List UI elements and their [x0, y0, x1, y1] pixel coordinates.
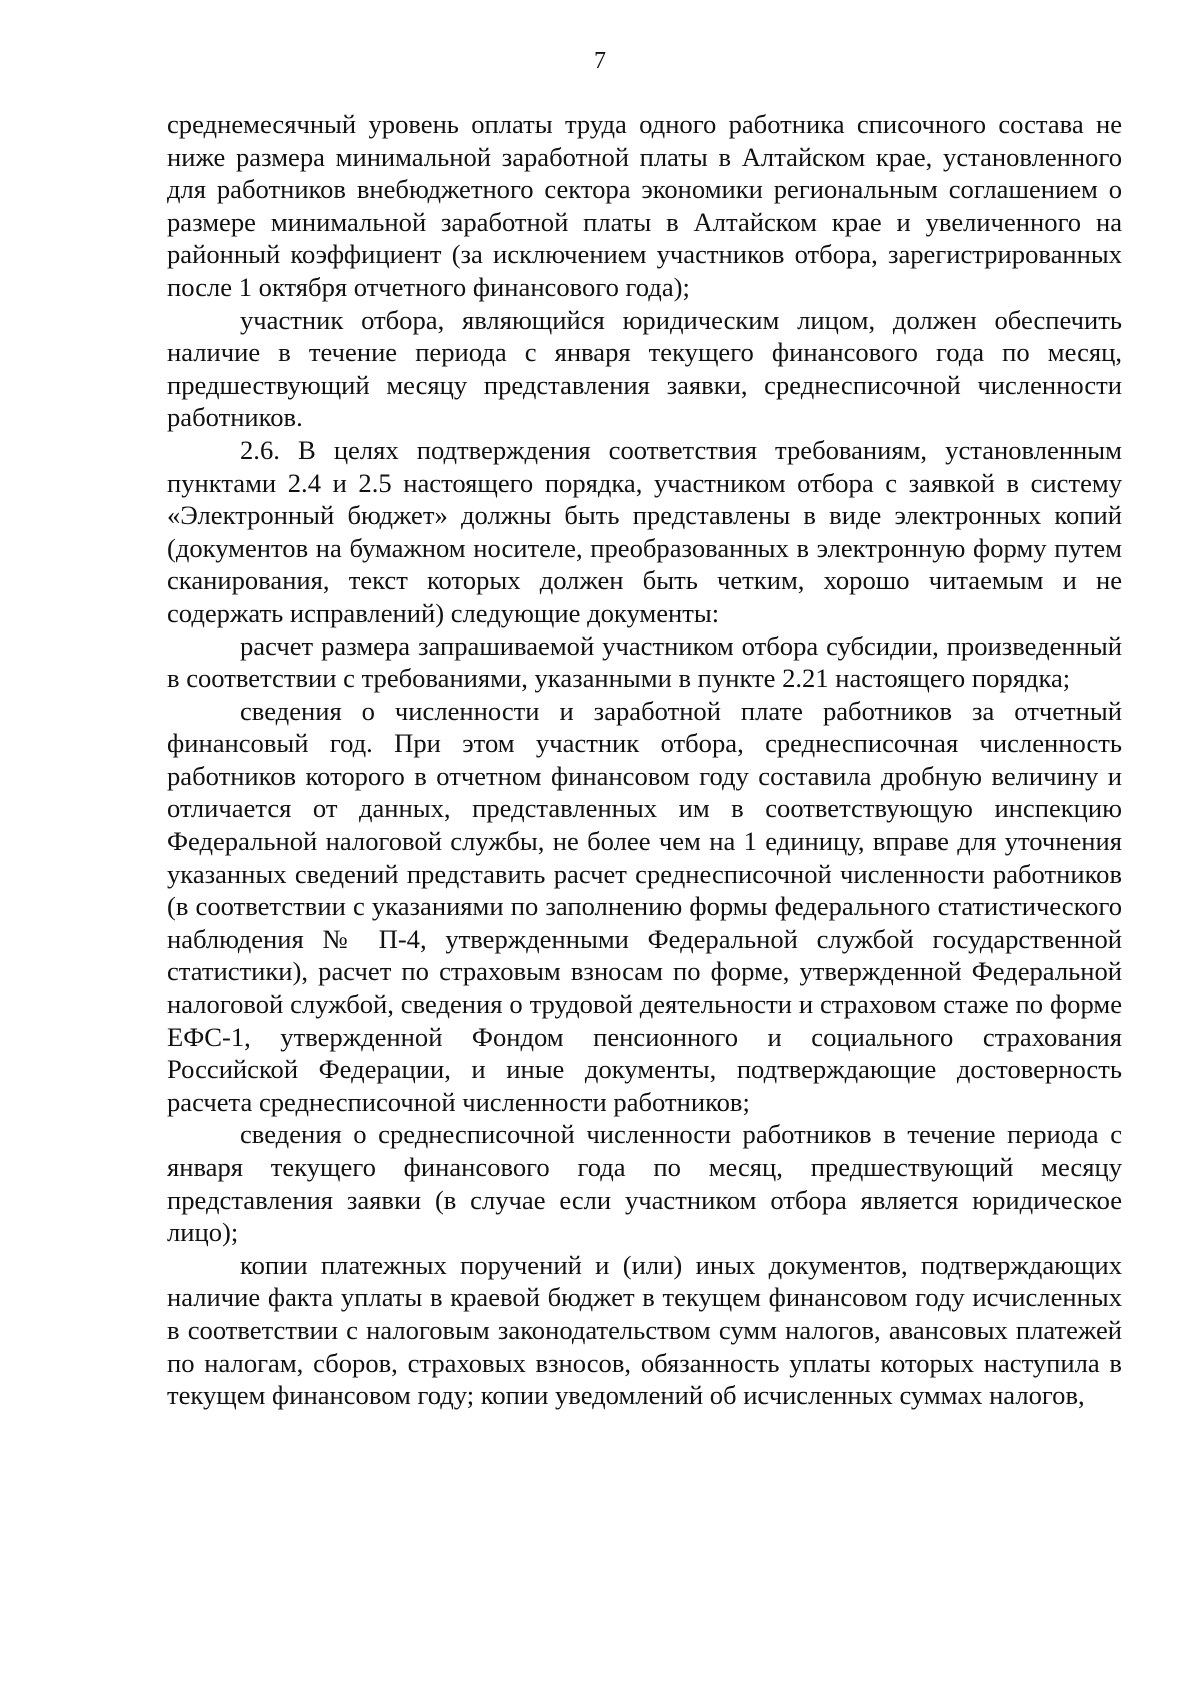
- paragraph-section-2-6: 2.6. В целях подтверждения соответствия требованиям, установленным пунктами 2.4 и 2.5 настоящего порядка, участником отбора с заявкой в систему «Электронный бюджет» должны быть представлены в виде электронных копий (документов на бумажном носителе, преобразованных в электронную форму путем сканирования, текст которых должен быть четким, хорошо читаемым и не содержать исправлений) следующие документы:: [167, 434, 1122, 628]
- paragraph-staff-and-wages: сведения о численности и заработной плате работников за отчетный финансовый год. При этом участник отбора, среднесписочная численность работников которого в отчетном финансовом году составила дробную величину и отличается от данных, представленных им в соответствующую инспекцию Федеральной налоговой службы, не более чем на 1 единицу, вправе для уточнения указанных сведений представить расчет среднесписочной численности работников (в соответствии с указаниями по заполнению формы федерального статистического наблюдения № П-4, утвержденными Федеральной службой государственной статистики), расчет по страховым взносам по форме, утвержденной Федеральной налоговой службой, сведения о трудовой деятельности и страховом стаже по форме ЕФС-1, утвержденной Фондом пенсионного и социального страхования Российской Федерации, и иные документы, подтверждающие достоверность расчета среднесписочной численности работников;: [167, 695, 1122, 1117]
- page-number: 7: [594, 48, 606, 74]
- paragraph-subsidy-calculation: расчет размера запрашиваемой участником отбора субсидии, произведенный в соответствии с требованиями, указанными в пункте 2.21 настоящего порядка;: [167, 630, 1122, 694]
- document-body: [167, 108, 1122, 1412]
- paragraph-salary-level: среднемесячный уровень оплаты труда одного работника списочного состава не ниже размера минимальной заработной платы в Алтайском крае, установленного для работников внебюджетного сектора экономики региональным соглашением о размере минимальной заработной платы в Алтайском крае и увеличенного на районный коэффициент (за исключением участников отбора, зарегистрированных после 1 октября отчетного финансового года);: [167, 109, 1122, 302]
- paragraph-average-headcount: сведения о среднесписочной численности работников в течение периода с января текущего финансового года по месяц, предшествующий месяцу представления заявки (в случае если участником отбора является юридическое лицо);: [167, 1119, 1122, 1248]
- paragraph-headcount-requirement: участник отбора, являющийся юридическим лицом, должен обеспечить наличие в течение периода с января текущего финансового года по месяц, предшествующий месяцу представления заявки, среднесписочной численности работников.: [167, 304, 1122, 433]
- paragraph-payment-orders: копии платежных поручений и (или) иных документов, подтверждающих наличие факта уплаты в краевой бюджет в текущем финансовом году исчисленных в соответствии с налоговым законодательством сумм налогов, авансовых платежей по налогам, сборов, страховых взносов, обязанность уплаты которых наступила в текущем финансовом году; копии уведомлений об исчисленных суммах налогов,: [167, 1249, 1122, 1411]
